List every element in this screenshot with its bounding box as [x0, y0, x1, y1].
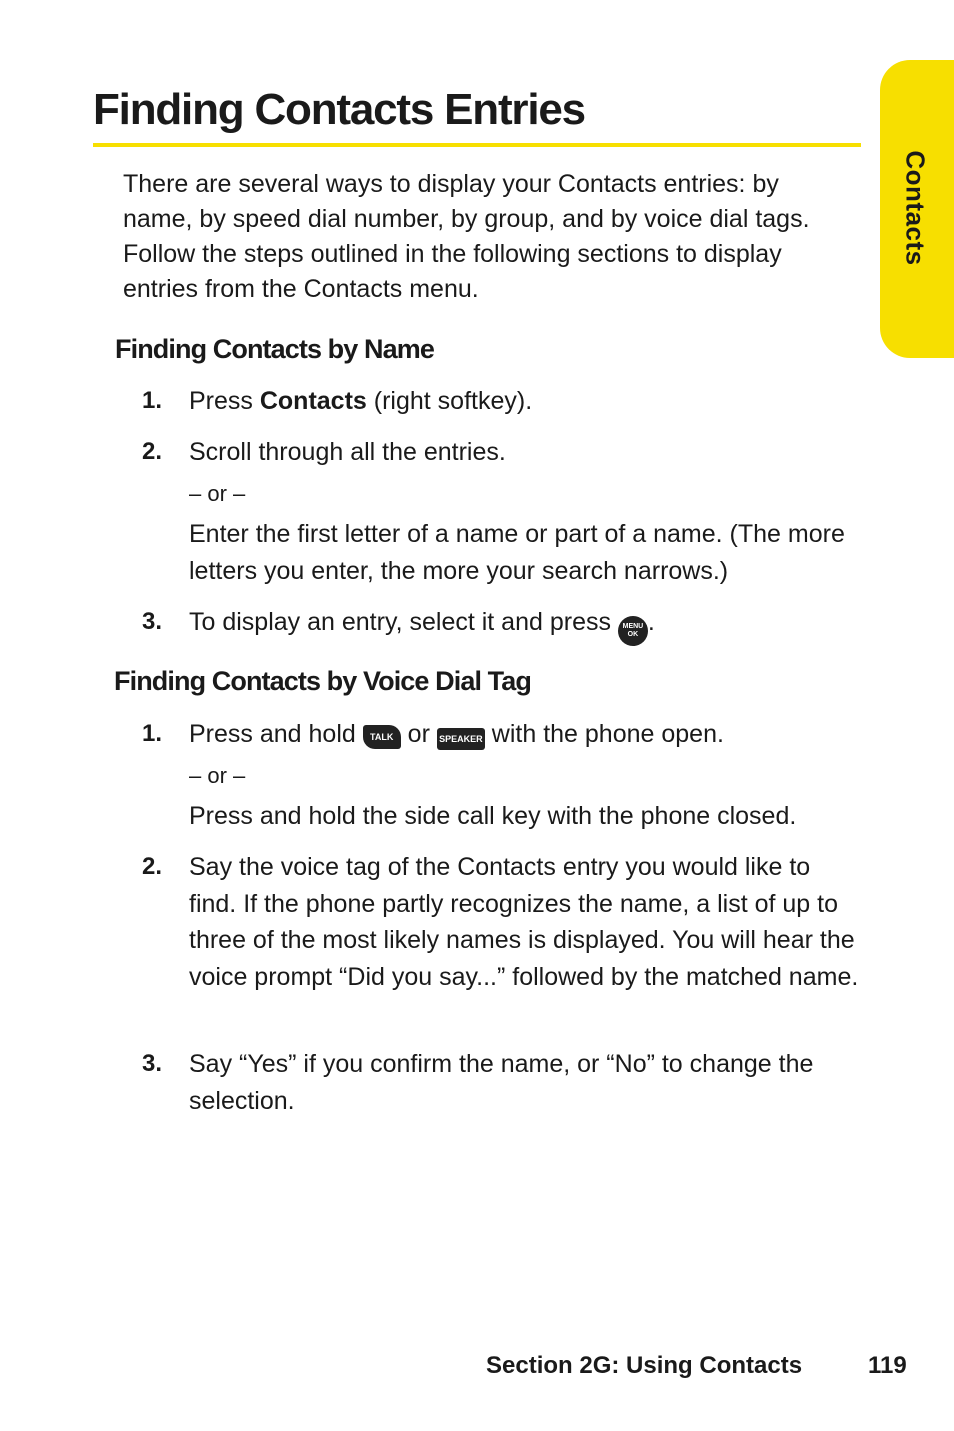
step-text: Say the voice tag of the Contacts entry you would like to find. If the phone partly recognizes the name, a list of up to three of the most likely names is displayed. You will hear the voice prompt “Did you say...” followed by the matched name.	[189, 853, 859, 991]
talk-key-icon: TALK	[363, 725, 401, 749]
step-text: Press Contacts (right softkey).	[189, 387, 533, 415]
footer-section-title: Section 2G: Using Contacts	[486, 1352, 803, 1379]
or-separator: – or –	[189, 763, 246, 788]
step-alt-text: Enter the first letter of a name or part of a name. (The more letters you enter, the more your search narrows.)	[189, 520, 845, 585]
speaker-key-icon: SPEAKER	[437, 728, 485, 750]
step-alt-text: Press and hold the side call key with the phone closed.	[189, 802, 797, 830]
step-number: 3.	[142, 608, 163, 635]
heading-by-name: Finding Contacts by Name	[115, 334, 434, 364]
step-text: To display an entry, select it and press MENU OK .	[189, 604, 859, 646]
title-underline	[93, 143, 861, 147]
contacts-softkey-label: Contacts	[259, 387, 367, 415]
heading-by-voice-dial-tag: Finding Contacts by Voice Dial Tag	[114, 666, 531, 696]
intro-paragraph: There are several ways to display your Contacts entries: by name, by speed dial number, by group, and by voice dial tags. Follow the steps outlined in the following sections to display entries from the Contacts menu.	[123, 170, 810, 303]
step-number: 2.	[142, 438, 163, 465]
step-number: 3.	[142, 1050, 163, 1077]
step-number: 1.	[142, 720, 163, 747]
step-text: Say “Yes” if you confirm the name, or “No” to change the selection.	[189, 1050, 814, 1115]
page-number: 119	[868, 1352, 907, 1379]
step-number: 2.	[142, 853, 163, 880]
step-text: Scroll through all the entries.	[189, 438, 506, 466]
step-text: Press and hold TALK or SPEAKER with the phone open.	[189, 720, 724, 748]
or-separator: – or –	[189, 481, 246, 506]
menu-ok-key-icon: MENU OK	[618, 616, 648, 646]
side-tab-label: Contacts	[900, 150, 931, 266]
page-title: Finding Contacts Entries	[93, 85, 585, 134]
step-number: 1.	[142, 387, 163, 414]
